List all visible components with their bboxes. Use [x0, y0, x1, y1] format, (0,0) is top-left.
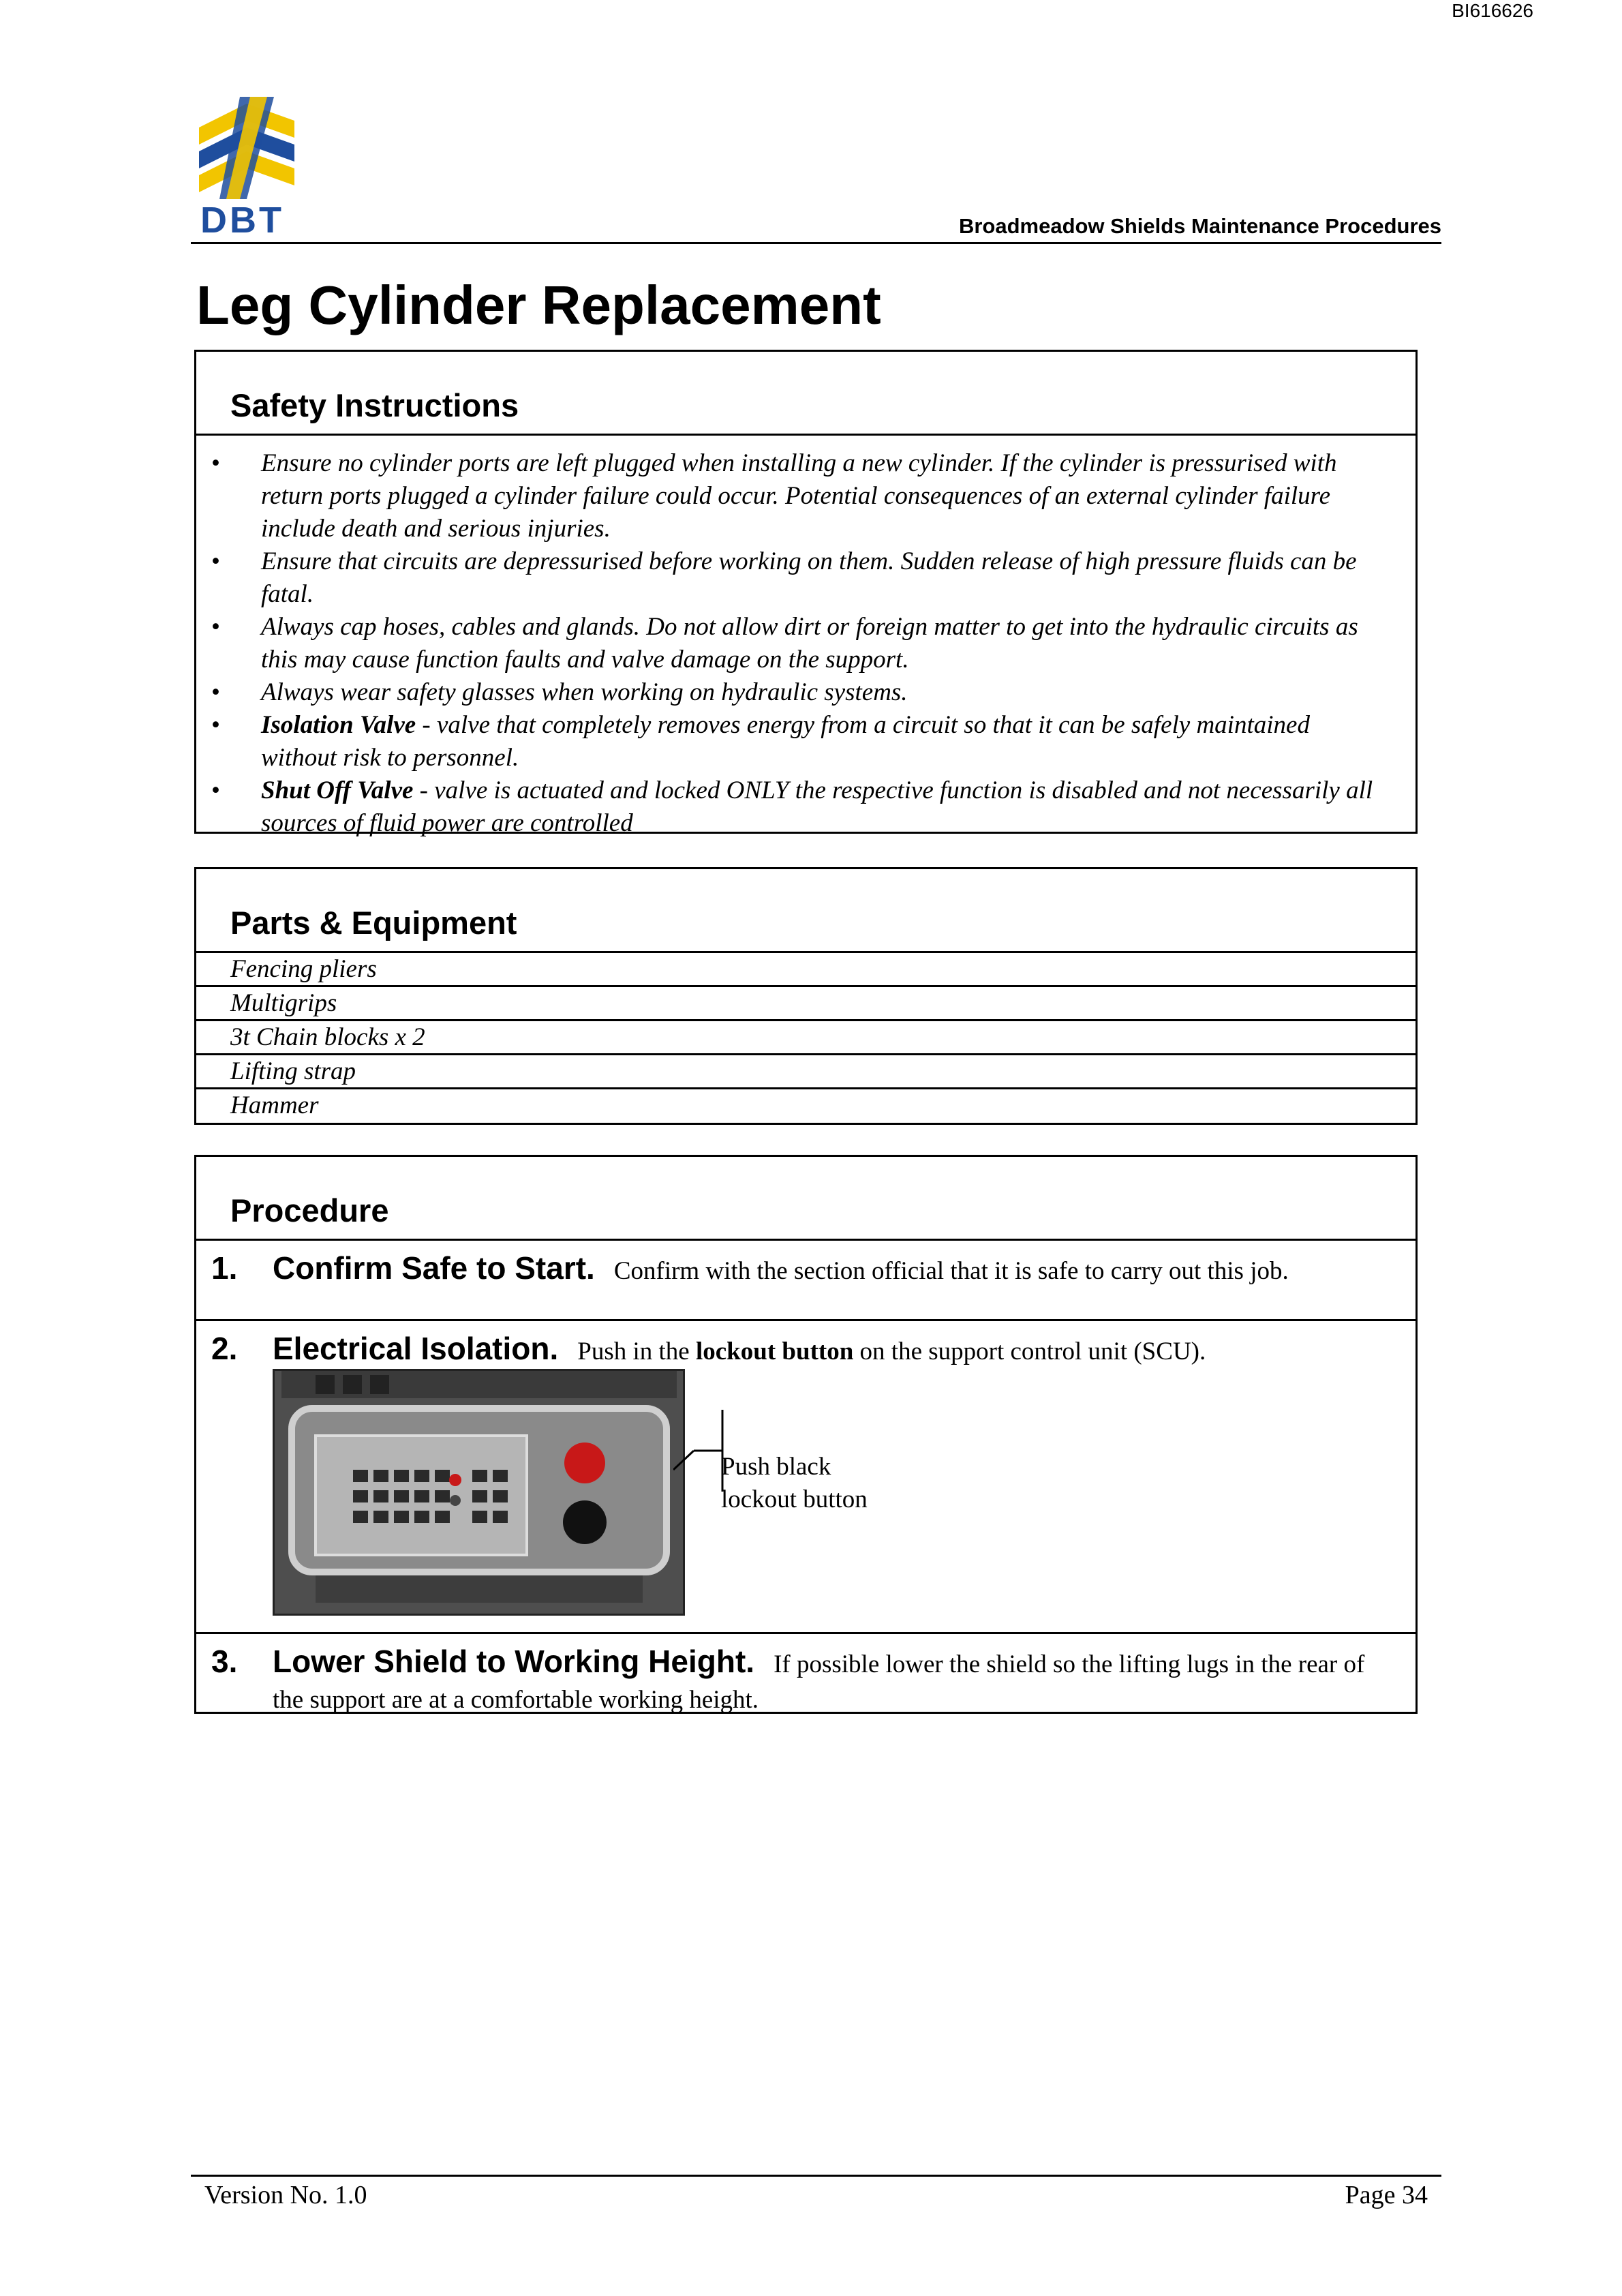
safety-item: • Always wear safety glasses when working on hydraulic systems.	[196, 676, 1416, 709]
step-body	[273, 1644, 1388, 1718]
header-title: Broadmeadow Shields Maintenance Procedures	[958, 214, 1441, 238]
callout-leader-icon	[673, 1403, 728, 1498]
step-description: Confirm with the section official that it is safe to carry out this job.	[613, 1257, 1289, 1285]
scu-photo	[273, 1369, 685, 1616]
safety-item: • Always cap hoses, cables and glands. Do not allow dirt or foreign matter to get into the hydraulic circuits as this may cause function faults and valve damage on the support.	[196, 611, 1416, 676]
parts-row	[196, 985, 1416, 1019]
safety-title: Safety Instructions	[230, 387, 519, 423]
safety-item: • Ensure that circuits are depressurised before working on them. Sudden release of high pressure fluids can be fatal.	[196, 545, 1416, 611]
step-description: If possible lower the shield so the lifting lugs in the rear of the support are at a comfortable working height.	[273, 1650, 1365, 1714]
lockout-button-text: lockout button	[695, 1338, 854, 1365]
part-item: Hammer	[230, 1091, 319, 1119]
procedure-title: Procedure	[230, 1192, 389, 1228]
footer-divider	[191, 2175, 1441, 2177]
header-divider	[191, 242, 1441, 244]
step-number: 3.	[211, 1644, 238, 1679]
bullet-icon: •	[211, 547, 220, 575]
bullet-icon: •	[211, 613, 220, 641]
step-heading: Electrical Isolation.	[273, 1331, 559, 1366]
part-item: Multigrips	[230, 989, 337, 1017]
bullet-icon: •	[211, 711, 220, 739]
procedure-step-2	[196, 1321, 1416, 1632]
parts-row	[196, 951, 1416, 985]
part-item: Fencing pliers	[230, 955, 377, 983]
parts-title: Parts & Equipment	[230, 905, 517, 941]
procedure-box	[194, 1155, 1418, 1714]
parts-row	[196, 1087, 1416, 1121]
bullet-icon: •	[211, 776, 220, 804]
parts-equipment-box	[194, 867, 1418, 1125]
step-heading: Lower Shield to Working Height.	[273, 1644, 755, 1679]
step-number: 2.	[211, 1331, 238, 1366]
parts-row	[196, 1053, 1416, 1087]
page-title: Leg Cylinder Replacement	[196, 275, 881, 335]
parts-row	[196, 1019, 1416, 1053]
safety-item: • Shut Off Valve - valve is actuated and locked ONLY the respective function is disabled and not necessarily all sources of fluid power are controlled	[196, 774, 1416, 840]
safety-instructions-box	[194, 350, 1418, 837]
version-number: Version No. 1.0	[204, 2181, 367, 2209]
support-control-unit-image	[275, 1371, 684, 1614]
logo-text: DBT	[200, 200, 284, 241]
step-body	[273, 1250, 1388, 1289]
bullet-icon: •	[211, 678, 220, 706]
page-number: Page 34	[1345, 2181, 1428, 2209]
safety-item: • Isolation Valve - valve that completely removes energy from a circuit so that it can be safely maintained without risk to personnel.	[196, 709, 1416, 774]
safety-divider	[196, 434, 1416, 436]
procedure-step-1	[196, 1241, 1416, 1319]
step-heading: Confirm Safe to Start.	[273, 1250, 595, 1286]
document-id: BI616626	[1452, 0, 1533, 21]
safety-item: • Ensure no cylinder ports are left plugged when installing a new cylinder. If the cylinder is pressurised with return ports plugged a cylinder failure could occur. Potential consequences of an external cylinder failure include death and serious injuries.	[196, 447, 1416, 545]
step-body: Electrical Isolation. Push in the lockout button on the support control unit (SCU).	[273, 1331, 1206, 1366]
part-item: Lifting strap	[230, 1057, 356, 1085]
part-item: 3t Chain blocks x 2	[230, 1023, 425, 1051]
lockout-callout: Push black lockout button	[721, 1453, 868, 1513]
dbt-logo	[199, 97, 294, 240]
bullet-icon: •	[211, 449, 220, 477]
procedure-step-3	[196, 1634, 1416, 1712]
safety-list	[196, 447, 1416, 840]
step-number: 1.	[211, 1250, 238, 1286]
